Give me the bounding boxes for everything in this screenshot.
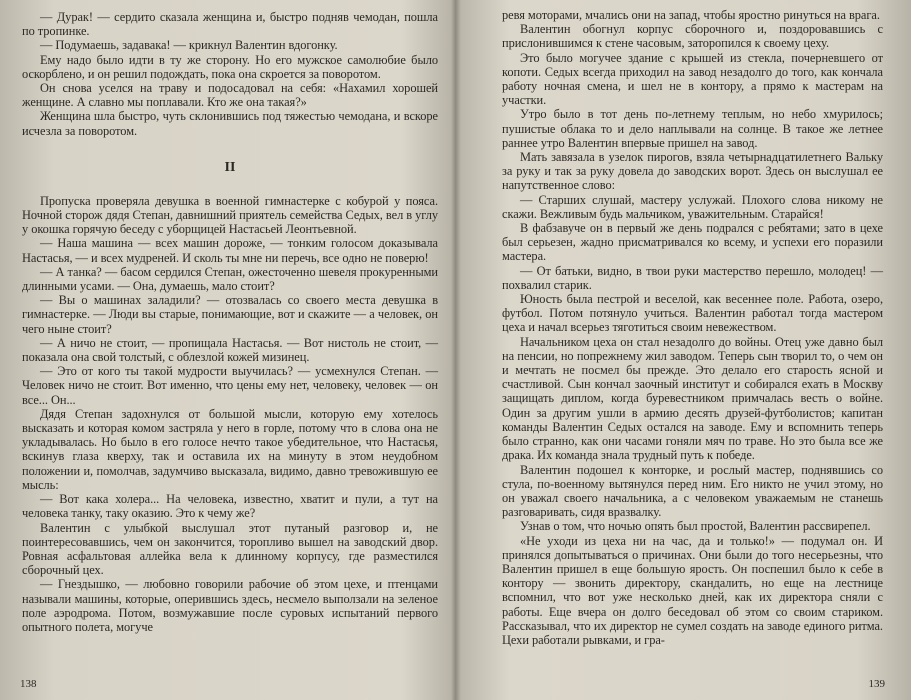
paragraph: «Не уходи из цеха ни на час, да и только!» — подумал он. И принялся допытываться о причинах. Они были до того несерьезны, что Валентин пришел в еще большую ярость. Он поспешил было к себе в контору — звонить директору, скандалить, но еще на лестнице вспомнил, что вот уже несколько дней, как их директора сняли с работы. Еще вчера он долго беседовал об этом со своим стариком. Рассказывал, что их директор не сумел создать на заводе единого ритма. Цехи работали рывками, и гра- bbox=[502, 533, 883, 647]
paragraph: Узнав о том, что ночью опять был простой, Валентин рассвирепел. bbox=[520, 519, 871, 534]
paragraph: — Дурак! — сердито сказала женщина и, быстро подняв чемодан, пошла по тропинке. bbox=[22, 10, 438, 39]
right-text bbox=[502, 8, 883, 647]
paragraph: — Гнездышко, — любовно говорили рабочие об этом цехе, и птенцами называли машины, которые, оперившись здесь, несмело выползали на зеленое поле аэродрома. Потом, возмужавшие после суровых испытаний первого опытного полета, могуче bbox=[22, 577, 438, 634]
page-number-right: 139 bbox=[868, 678, 885, 690]
paragraph: Валентин подошел к конторке, и рослый мастер, поднявшись со стула, по-военному вытянулся перед ним. Его никто не учил этому, но он уважал своего начальника, а с человеком уважаемым не станешь разговаривать, сидя вразвалку. bbox=[502, 462, 883, 520]
paragraph: Он снова уселся на траву и подосадовал на себя: «Нахамил хорошей женщине. А славно мы поплавали. Кто же она такая?» bbox=[22, 81, 438, 110]
paragraph: Дядя Степан задохнулся от большой мысли, которую ему хотелось высказать и которая комом застряла у него в горле, потому что в слова она не укладывалась. Но было в его голосе нечто такое убедительное, что Настасья, вскинув глаза кверху, так и оставила их на минуту в этом неудобном положении и, помолчав, задумчиво высказала, видимо, давно тревожившую ее мысль: bbox=[22, 406, 438, 492]
paragraph: — Наша машина — всех машин дороже, — тонким голосом доказывала Настасья, — и всех мудреней. И сколь ты мне ни перечь, все одно не поверю! bbox=[22, 236, 438, 265]
paragraph: Утро было в тот день по-летнему теплым, но небо хмурилось; пушистые облака то и дело наплывали на солнце. В такое же летнее раннее утро Валентин впервые пришел на завод. bbox=[502, 107, 883, 150]
paragraph: Пропуска проверяла девушка в военной гимнастерке с кобурой у пояса. Ночной сторож дядя Степан, давнишний приятель семейства Седых, вел в углу у окошка горячую беседу с уборщицей Настасьей Леонтьевной. bbox=[22, 193, 438, 237]
right-page bbox=[456, 0, 911, 700]
paragraph: Это было могучее здание с крышей из стекла, почерневшего от копоти. Седых всегда приходил на завод незадолго до того, как кончала работу ночная смена, и шел не в контору, а прямо к мастерам на участки. bbox=[502, 50, 883, 108]
paragraph: ревя моторами, мчались они на запад, чтобы яростно ринуться на врага. bbox=[502, 8, 880, 22]
paragraph: — Это от кого ты такой мудрости выучилась? — усмехнулся Степан. — Человек ничо не стоит. Вот именно, что цены ему нет, человеку, человек — он все... Он... bbox=[22, 364, 438, 407]
paragraph: Юность была пестрой и веселой, как весеннее поле. Работа, озеро, футбол. Потом потянуло учиться. Валентин работал тогда мастером цеха и начал всерьез тяготиться своим невежеством. bbox=[502, 292, 883, 335]
chapter-heading: II bbox=[224, 159, 236, 175]
paragraph: Ему надо было идти в ту же сторону. Но его мужское самолюбие было оскорблено, и он решил подождать, пока она скроется за поворотом. bbox=[22, 52, 438, 81]
left-text-bottom bbox=[22, 194, 438, 634]
paragraph: Валентин с улыбкой выслушал этот путаный разговор и, не поинтересовавшись, чем он закончится, торопливо вышел на заводский двор. Ровная асфальтовая аллейка вела к длинному корпусу, где разместился сборочный цех. bbox=[22, 520, 438, 578]
paragraph: — Подумаешь, задавака! — крикнул Валентин вдогонку. bbox=[40, 38, 338, 53]
page-number-left: 138 bbox=[20, 678, 37, 690]
paragraph: — Вот кака холера... На человека, известно, хватит и пули, а тут на человека танку, таку оказию. Это к чему же? bbox=[22, 492, 438, 521]
left-text-top bbox=[22, 10, 438, 138]
paragraph: Женщина шла быстро, чуть склонившись под тяжестью чемодана, и вскоре исчезла за поворотом. bbox=[22, 109, 438, 138]
paragraph: — Вы о машинах заладили? — отозвалась со своего места девушка в гимнастерке. — Люди вы старые, понимающие, вот и скажите — а человек, он чего ныне стоит? bbox=[22, 293, 438, 336]
paragraph: Начальником цеха он стал незадолго до войны. Отец уже давно был на пенсии, но попрежнему жил заводом. Теперь сын творил то, о чем он и мечтать не посмел бы прежде. Это делало его старость ясной и счастливой. Сын кончал заочный институт и собирался ехать в Москву защищать диплом, когда буревестником примчалась весть о войне. Один за другим ушли в армию десять друзей-футболистов; капитан команды Валентин Седых остался на заводе. Ему и вспомнить теперь было странно, как они часами гоняли мяч по траве. Но это была все же драка. Их команда знала трудный путь к победе. bbox=[502, 334, 883, 463]
paragraph: Валентин обогнул корпус сборочного и, поздоровавшись с прислонившимся к стене часовым, заторопился к своему цеху. bbox=[502, 22, 883, 51]
paragraph: Мать завязала в узелок пирогов, взяла четырнадцатилетнего Вальку за руку и так за руку довела до заводских ворот. Здесь он выслушал ее напутственное слово: bbox=[502, 150, 883, 193]
paragraph: — А ничо не стоит, — пропищала Настасья. — Вот нистоль не стоит, — показала она свой толстый, с облезлой кожей мизинец. bbox=[22, 335, 438, 365]
paragraph: — Старших слушай, мастеру услужай. Плохого слова никому не скажи. Вежливым будь мальчиком, уважительным. Старайся! bbox=[502, 192, 883, 221]
paragraph: — От батьки, видно, в твои руки мастерство перешло, молодец! — похвалил старик. bbox=[502, 263, 883, 292]
paragraph: — А танка? — басом сердился Степан, ожесточенно шевеля прокуренными длинными усами. — Она, думаешь, мало стоит? bbox=[22, 264, 438, 294]
paragraph: В фабзавуче он в первый же день подрался с ребятами; зато в цехе был серьезен, жадно присматривался ко всему, и успехи его поразили мастера. bbox=[502, 221, 883, 264]
